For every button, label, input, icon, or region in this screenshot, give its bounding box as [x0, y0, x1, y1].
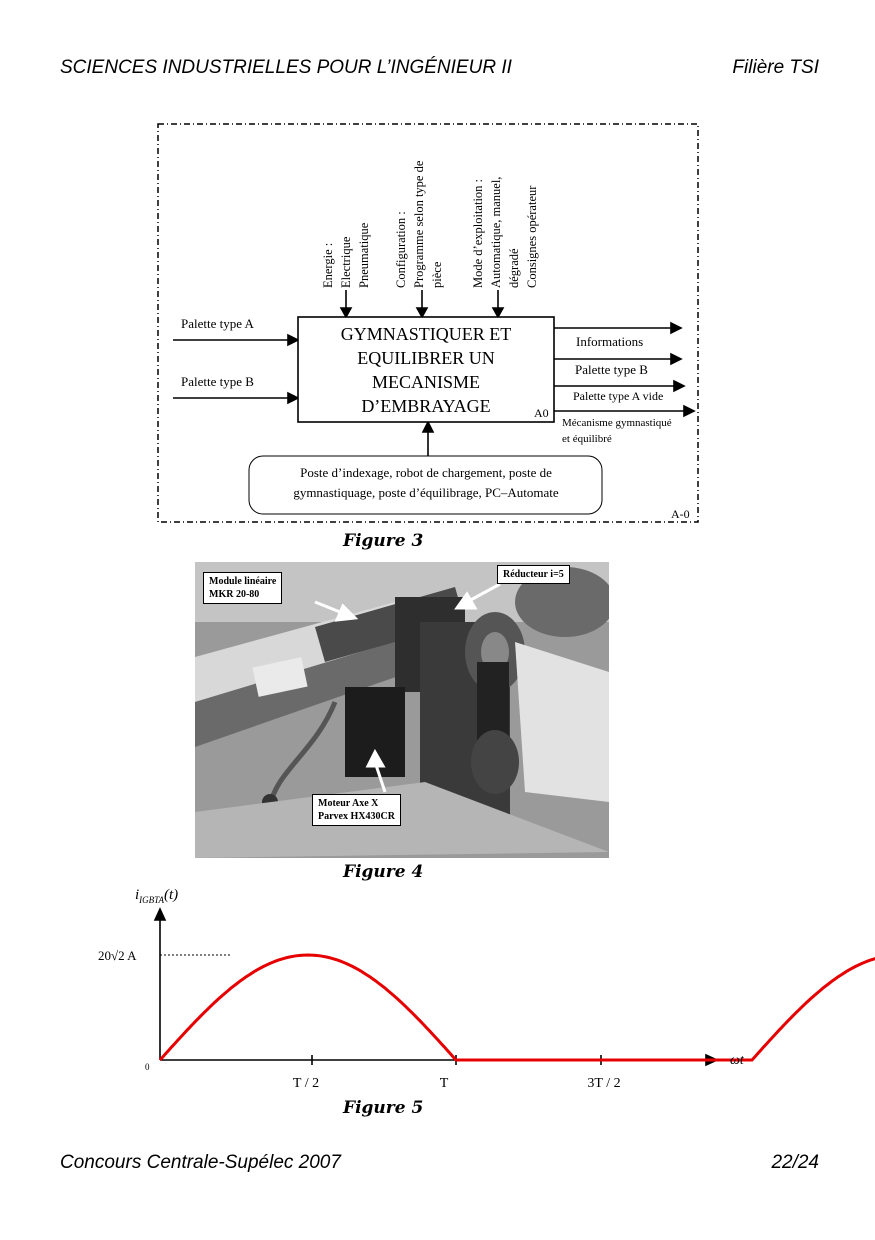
- origin-label: 0: [145, 1062, 150, 1072]
- input-palette-a: Palette type A: [181, 316, 254, 331]
- input-palette-b: Palette type B: [181, 374, 254, 389]
- support-line-2: gymnastiquage, poste d’équilibrage, PC–Automate: [293, 485, 559, 500]
- output-informations: Informations: [576, 334, 644, 349]
- label-reducteur: Réducteur i=5: [497, 565, 570, 584]
- label-moteur: Moteur Axe X Parvex HX430CR: [312, 794, 401, 826]
- footer-page: 22/24: [771, 1152, 819, 1173]
- ctrl-mode-3: dégradé: [507, 248, 521, 288]
- tick-t-half: T / 2: [292, 1076, 320, 1091]
- output-mecanisme-2: et équilibré: [562, 433, 612, 445]
- ctrl-energy-2: Electrique: [339, 236, 353, 288]
- label-module-lineaire: Module linéaire MKR 20-80: [203, 572, 282, 604]
- ctrl-mode-2: Automatique, manuel,: [489, 176, 503, 288]
- header-title: SCIENCES INDUSTRIELLES POUR L’INGÉNIEUR II: [60, 57, 512, 78]
- footer-contest: Concours Centrale-Supélec 2007: [60, 1152, 341, 1173]
- current-curve: [160, 955, 875, 1060]
- y-axis-label: $i_{IGBTA}(t)$: [135, 887, 179, 905]
- x-axis-label: ωt: [730, 1053, 744, 1068]
- ctrl-energy-3: Pneumatique: [357, 222, 371, 288]
- output-palette-b: Palette type B: [575, 362, 648, 377]
- figure3-diagram: [0, 0, 875, 540]
- ctrl-energy-1: Energie :: [321, 242, 335, 288]
- figure5-caption: Figure 5: [343, 1098, 424, 1118]
- ctrl-mode-4: Consignes opérateur: [525, 185, 539, 288]
- figure4-photo: [195, 562, 609, 858]
- photo-illustration: [195, 562, 609, 858]
- figure3-caption: Figure 3: [343, 531, 424, 551]
- box-line-3: MECANISME: [371, 372, 481, 392]
- output-palette-a-vide: Palette type A vide: [573, 389, 664, 403]
- figure5-chart: [0, 870, 875, 1098]
- peak-label: 20√2 A: [98, 948, 137, 963]
- figure4-caption: Figure 4: [343, 862, 424, 882]
- ctrl-config-3: pièce: [430, 261, 444, 288]
- box-line-2: EQUILIBRER UN: [357, 348, 495, 368]
- box-id: A0: [534, 406, 549, 420]
- support-line-1: Poste d’indexage, robot de chargement, poste de: [300, 465, 552, 480]
- box-line-1: GYMNASTIQUER ET: [340, 324, 512, 344]
- header-track: Filière TSI: [732, 57, 819, 78]
- ctrl-config-1: Configuration :: [394, 211, 408, 288]
- diagram-id: A-0: [671, 507, 690, 521]
- ctrl-config-2: Programme selon type de: [412, 160, 426, 288]
- output-mecanisme-1: Mécanisme gymnastiqué: [562, 417, 672, 429]
- box-line-4: D’EMBRAYAGE: [361, 396, 491, 416]
- ctrl-mode-1: Mode d’exploitation :: [471, 178, 485, 288]
- tick-3t-half: 3T / 2: [587, 1076, 621, 1091]
- tick-t: T: [439, 1076, 449, 1091]
